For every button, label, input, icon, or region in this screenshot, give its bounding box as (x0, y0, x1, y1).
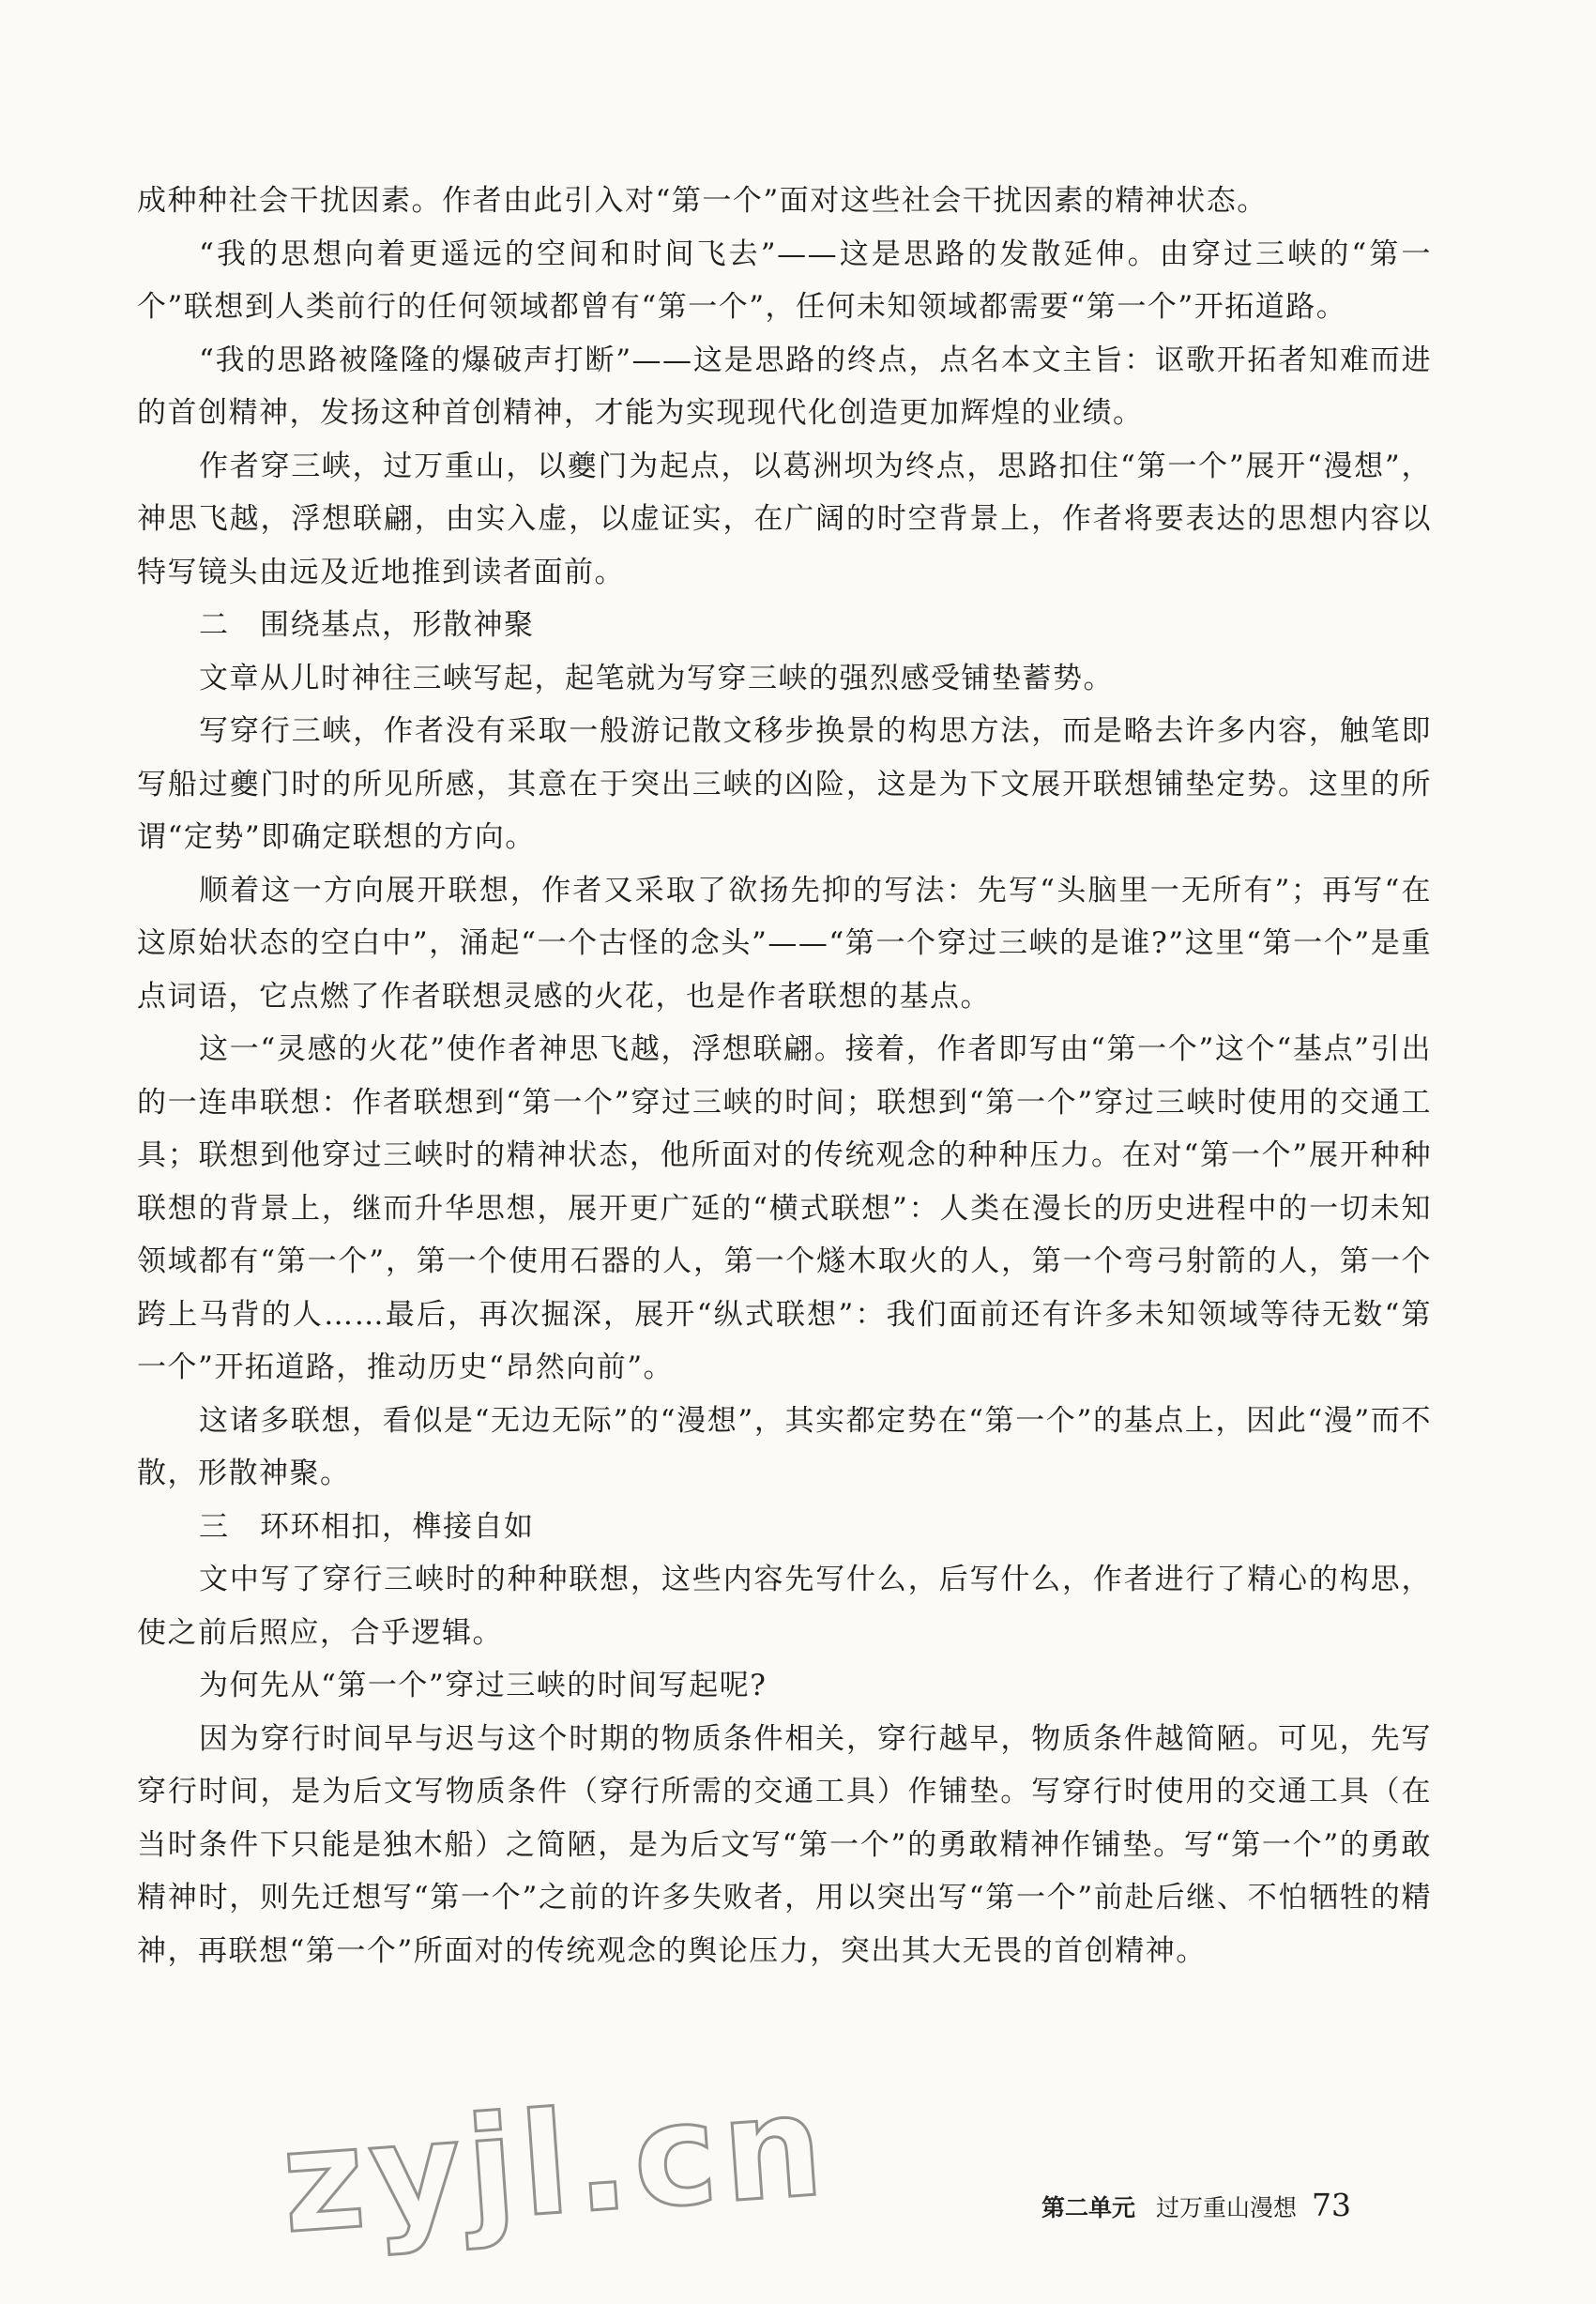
paragraph: 顺着这一方向展开联想，作者又采取了欲扬先抑的写法：先写“头脑里一无所有”；再写“在这原始状态的空白中”，涌起“一个古怪的念头”——“第一个穿过三峡的是谁?”这里“第一个”是重点词语，它点燃了作者联想灵感的火花，也是作者联想的基点。 (137, 873, 1432, 1014)
paragraph: 文章从儿时神往三峡写起，起笔就为写穿三峡的强烈感受铺垫蓄势。 (199, 661, 1114, 695)
page-number: 73 (1312, 2187, 1352, 2223)
paragraph: 为何先从“第一个”穿过三峡的时间写起呢? (199, 1669, 768, 1702)
paragraph: 作者穿三峡，过万重山，以夔门为起点，以葛洲坝为终点，思路扣住“第一个”展开“漫想”，神思飞越，浮想联翩，由实入虚，以虚证实，在广阔的时空背景上，作者将要表达的思想内容以特写镜头由远及近地推到读者面前。 (137, 449, 1432, 589)
section-heading-2: 二 围绕基点，形散神聚 (199, 608, 535, 642)
footer-unit: 第二单元 (1041, 2194, 1136, 2221)
paragraph: 这一“灵感的火花”使作者神思飞越，浮想联翩。接着，作者即写由“第一个”这个“基点”引出的一连串联想：作者联想到“第一个”穿过三峡的时间；联想到“第一个”穿过三峡时使用的交通工具；联想到他穿过三峡时的精神状态，他所面对的传统观念的种种压力。在对“第一个”展开种种联想的背景上，继而升华思想，展开更广延的“横式联想”：人类在漫长的历史进程中的一切未知领域都有“第一个”，第一个使用石器的人，第一个燧木取火的人，第一个弯弓射箭的人，第一个跨上马背的人……最后，再次掘深，展开“纵式联想”：我们面前还有许多未知领域等待无数“第一个”开拓道路，推动历史“昂然向前”。 (137, 1032, 1432, 1384)
paragraph-continuation: 成种种社会干扰因素。作者由此引入对“第一个”面对这些社会干扰因素的精神状态。 (137, 184, 1268, 218)
paragraph: 写穿行三峡，作者没有采取一般游记散文移步换景的构思方法，而是略去许多内容，触笔即写船过夔门时的所见所感，其意在于突出三峡的凶险，这是为下文展开联想铺垫定势。这里的所谓“定势”即确定联想的方向。 (137, 714, 1432, 854)
watermark: zyjl.cn (277, 2064, 834, 2266)
paragraph: 因为穿行时间早与迟与这个时期的物质条件相关，穿行越早，物质条件越简陋。可见，先写穿行时间，是为后文写物质条件（穿行所需的交通工具）作铺垫。写穿行时使用的交通工具（在当时条件下只能是独木船）之简陋，是为后文写“第一个”的勇敢精神作铺垫。写“第一个”的勇敢精神时，则先迁想写“第一个”之前的许多失败者，用以突出写“第一个”前赴后继、不怕牺牲的精神，再联想“第一个”所面对的传统观念的舆论压力，突出其大无畏的首创精神。 (137, 1721, 1432, 1968)
body-text (137, 175, 1432, 1977)
paragraph: “我的思想向着更遥远的空间和时间飞去”——这是思路的发散延伸。由穿过三峡的“第一个”联想到人类前行的任何领域都曾有“第一个”，任何未知领域都需要“第一个”开拓道路。 (137, 237, 1432, 324)
page-footer (1041, 2187, 1351, 2223)
paragraph: 这诸多联想，看似是“无边无际”的“漫想”，其实都定势在“第一个”的基点上，因此“漫”而不散，形散神聚。 (137, 1403, 1432, 1490)
footer-title: 过万重山漫想 (1156, 2194, 1298, 2221)
paragraph: 文中写了穿行三峡时的种种联想，这些内容先写什么，后写什么，作者进行了精心的构思，使之前后照应，合乎逻辑。 (137, 1563, 1432, 1650)
paragraph: “我的思路被隆隆的爆破声打断”——这是思路的终点，点名本文主旨：讴歌开拓者知难而进的首创精神，发扬这种首创精神，才能为实现现代化创造更加辉煌的业绩。 (137, 343, 1432, 430)
section-heading-3: 三 环环相扣，榫接自如 (199, 1509, 535, 1544)
